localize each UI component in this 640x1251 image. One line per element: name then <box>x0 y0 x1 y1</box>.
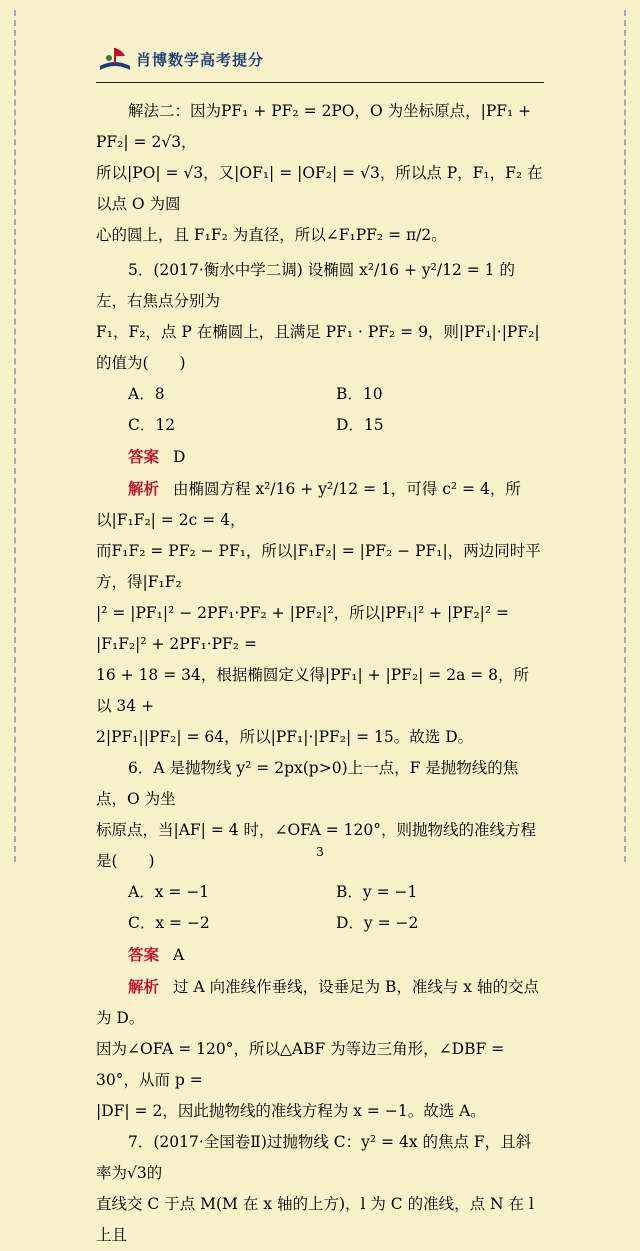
page-header <box>98 44 264 74</box>
q6-option-d: D．y = −2 <box>336 914 419 932</box>
method2-line-1: 解法二：因为PF₁ + PF₂ = 2PO，O 为坐标原点，|PF₁ + PF₂| = 2√3， <box>96 102 532 151</box>
q5-solution-3: |² = |PF₁|² − 2PF₁·PF₂ + |PF₂|²，所以|PF₁|² + |PF₂|² = |F₁F₂|² + 2PF₁·PF₂ = <box>96 604 510 653</box>
q5-option-c: C．12 <box>128 416 176 434</box>
q5-solution-text-1: 由椭圆方程 x²/16 + y²/12 = 1，可得 c² = 4，所以|F₁F₂| = 2c = 4， <box>96 480 521 529</box>
page-number: 3 <box>316 845 324 859</box>
solution-label: 解析 <box>128 479 160 498</box>
q5-answer <box>96 441 544 473</box>
q6-options <box>96 877 544 939</box>
q5-option-b: B．10 <box>336 385 383 403</box>
q6-solution-text-1: 过 A 向准线作垂线，设垂足为 B，准线与 x 轴的交点为 D。 <box>96 978 539 1027</box>
q5-stem-2: F₁，F₂，点 P 在椭圆上，且满足 PF₁ · PF₂ = 9，则|PF₁|·|PF₂|的值为( ) <box>96 323 540 372</box>
method2-line-2: 所以|PO| = √3，又|OF₁| = |OF₂| = √3，所以点 P，F₁，F₂ 在以点 O 为圆 <box>96 164 543 213</box>
right-dashed-border <box>624 10 626 862</box>
q6-solution-3: |DF| = 2，因此抛物线的准线方程为 x = −1。故选 A。 <box>96 1102 486 1120</box>
header-rule <box>96 82 544 83</box>
answer-label: 答案 <box>128 447 160 466</box>
q6-stem-1: 6．A 是抛物线 y² = 2px(p>0)上一点，F 是抛物线的焦点，O 为坐 <box>96 759 519 808</box>
q5-stem-1: 5．(2017·衡水中学二调) 设椭圆 x²/16 + y²/12 = 1 的左，右焦点分别为 <box>96 261 515 310</box>
q5-solution-4: 16 + 18 = 34，根据椭圆定义得|PF₁| + |PF₂| = 2a = 8，所以 34 + <box>96 666 530 715</box>
q6-solution-1 <box>96 971 544 1034</box>
q5-solution-2: 而F₁F₂ = PF₂ − PF₁，所以|F₁F₂| = |PF₂ − PF₁|，两边同时平方，得|F₁F₂ <box>96 542 541 591</box>
book-logo-icon <box>98 44 132 74</box>
q5-option-d: D．15 <box>336 416 384 434</box>
method2-line-3: 心的圆上，且 F₁F₂ 为直径，所以∠F₁PF₂ = π/2。 <box>96 226 447 244</box>
q6-option-c: C．x = −2 <box>128 914 210 932</box>
q6-option-a: A．x = −1 <box>128 883 210 901</box>
q7-stem-2: 直线交 C 于点 M(M 在 x 轴的上方)，l 为 C 的准线，点 N 在 l 上且 <box>96 1195 534 1244</box>
answer-label: 答案 <box>128 945 160 964</box>
q6-solution-2: 因为∠OFA = 120°，所以△ABF 为等边三角形，∠DBF = 30°，从而 p = <box>96 1040 505 1089</box>
q5-options <box>96 379 544 441</box>
document-body <box>96 96 544 1251</box>
q6-answer <box>96 939 544 971</box>
q5-answer-value: D <box>173 448 186 466</box>
q6-stem-2: 标原点，当|AF| = 4 时，∠OFA = 120°，则抛物线的准线方程是( ) <box>96 821 536 870</box>
brand-title: 肖博数学高考提分 <box>136 50 265 69</box>
q5-option-a: A．8 <box>128 385 165 403</box>
q6-option-b: B．y = −1 <box>336 883 418 901</box>
solution-label: 解析 <box>128 977 160 996</box>
q7-stem-1: 7．(2017·全国卷Ⅱ)过抛物线 C：y² = 4x 的焦点 F，且斜率为√3的 <box>96 1133 532 1182</box>
q5-solution-1 <box>96 473 544 536</box>
q6-answer-value: A <box>173 946 185 964</box>
q5-solution-5: 2|PF₁||PF₂| = 64，所以|PF₁|·|PF₂| = 15。故选 D。 <box>96 728 474 746</box>
left-dashed-border <box>14 10 16 862</box>
